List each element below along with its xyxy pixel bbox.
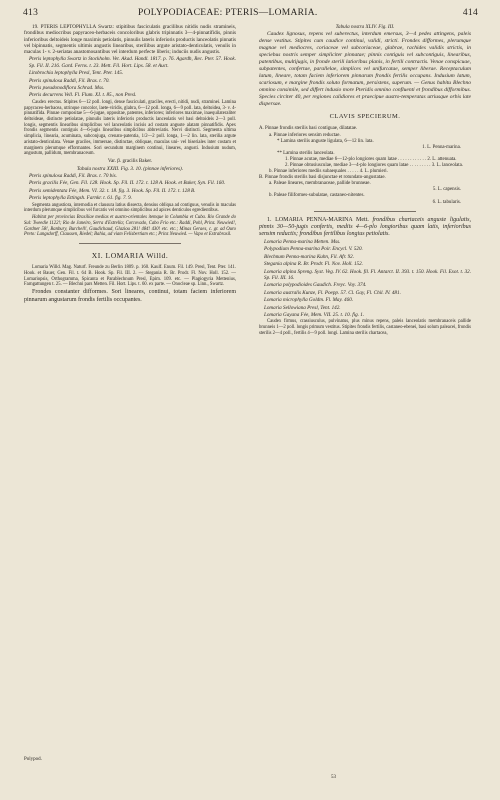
variety-title: Var. β. gracilis Baker.: [107, 158, 153, 165]
key-entry: b. Pinnae inferiores mediis subaequales . . . . . 4. L. plumieri.: [269, 169, 388, 175]
synonym-entry: Polypodium Penna-marina Poir. Encycl. V. 520.: [264, 246, 363, 253]
synonym-entry: Lomaria polypodioides Gaudich. Freyc. Voy. 374.: [264, 282, 367, 289]
synonym-entry: Pteris spinulosa Raddi, Fil. Bras. t. 70.: [29, 77, 110, 84]
key-entry: b. Paleae filiformes-subulatae, castaneo-nitentes.: [269, 193, 365, 199]
synonym-entry: Pteris spinulosa Raddi, Fil. Bras. t. 70 bis.: [29, 172, 117, 179]
key-entry: 2. Pinnae obtusiusculae, mediae 3—4-plo longiores quam latae . . . . . . . . . 3. L. lanceolata.: [285, 162, 464, 168]
synonym-entry: Pteris leptophylla Swartz in Stockholm. Vet. Akad. Handl. 1817. p. 76. Agardh, Rec. Pter. 57. Hook. Sp. Fil. II. 216. Gard. Ferns. t. 23. Mett. Fil. Hort. Lips. 58. et Auct.: [29, 56, 236, 69]
key-entry: 1. L. Penna-marina.: [422, 144, 461, 150]
section-divider: [79, 243, 181, 244]
variety-synonym-list: [24, 173, 236, 202]
key-entry: 6. L. tabularis.: [432, 199, 461, 205]
genus-title: XI. LOMARIA Willd.: [91, 251, 169, 261]
synonym-entry: Lomaria australis Kunze, Fl. Poepp. 57. Cl. Gay, Fl. Chil. IV. 481.: [264, 289, 401, 296]
key-entry: 1. Pinnae acutae, mediae 6—12-plo longiores quam latae . . . . . . . . . . . . 2. L. attenuata.: [285, 156, 457, 162]
synonym-entry: Lomaria Penna-marina Metten. Mss.: [264, 238, 341, 245]
synonym-entry: Lomaria Gayana Fée, Mem. VII. 25. t. 10. fig. 1.: [264, 312, 365, 318]
key-entry: ** Lamina sterilis lanceolata.: [277, 150, 335, 156]
genus-plate: Tabula nostra XLIV. Fig. III.: [335, 24, 395, 30]
genus-frondes: Frondes constanter difformes. Sori lineares, continui, totam faciem inferiorem pinnarum angustarum frondis fertilis occupantes.: [24, 289, 236, 303]
synonym-entry: Litobrochia leptophylla Presl, Tent. Pter. 145.: [29, 70, 124, 77]
synonym-entry: Pteris pseudonodiflora Schrad. Mss.: [29, 85, 105, 91]
clavis-title: CLAVIS SPECIERUM.: [329, 113, 401, 121]
key-to-species: [259, 126, 471, 205]
genus-references: Lomaria Willd. Mag. Naturf. Freunde zu Berlin 1809. p. 160. Kaulf. Enum. Fil. 149. Presl, Tent. Pter. 141. Hook. et Bauer, Gen. Fil. t. 64 B. Hook. Sp. Fil. III. 2. — Stegania R. Br. Prodr. Fl. Nov. Holl. 152. — Lomariopsis, Orthogramma, Spicanta et Parablechnum Presl, Epim. 109. etc. — Plagiogyria Mettenius, Farngattungen t. 25. — Blechni pars Metten. Fil. Hort. Lips. t. 60. ex parte. — Onocleae sp. Linn., Swartz.: [24, 265, 236, 288]
key-entry: 5. L. capensis.: [432, 187, 461, 193]
page-number-right: 414: [462, 8, 478, 18]
variety-description: Segmenta angustiora, internodia et clausura latius dissecta, densius obliqua ad contiguus, venulis in maculas interdum plerumque simplicibus vel furcatis vel omnino simplicibus ad apices denticulos egredientibus.: [24, 202, 236, 214]
key-entry: a. Paleae lineares, membranaceae, pallide brunneae.: [269, 181, 371, 187]
footer-signature: Polypod.: [24, 757, 42, 762]
synonym-entry: Blechnum Penna-marina Kuhn, Fil. Afr. 92.: [264, 253, 354, 260]
left-column: [24, 24, 236, 305]
right-column: [259, 24, 471, 338]
habitat-text: Habitat per provincias Brasiliae medias et austro-orientales itemque in Columbia et Cuba. Rio Grande do Sul: Tweedie 1122!; Rio de Janeiro, Serra d'Estrella; Corcovado, Cabo Frio etc.: Raddi, Pohl, Prinz. Neuwied!, Gardner 58!, Banbury, Burchell!, Gaudichaud, Glaziou 281! 484! 430! etc. etc.; Minas Geraes, c. gr. ad Ouro Preto: Langsdorff, Claussen, Riedel; Bahia, ad viam Felisbertiam etc.; Prinz Neuwied. — Vapo et Extrabrasil.: [24, 215, 236, 238]
synonym-entry: Pteris semidentata Fée, Mem. VI. 32. t. 18. fig. 3. Hook. Sp. Fil. II. 172. t. 128 B.: [29, 187, 196, 194]
key-entry: * Lamina sterilis angustе ligulata, 6—12 lin. lata.: [277, 138, 374, 144]
variety-plate: Tabula nostra XXIII. Fig. 3. 10. (pinnae inferiores).: [76, 165, 184, 172]
synonym-list: [24, 56, 236, 98]
synonym-entry: Pteris leptophylla Ettingsh. Farnkr. t. 61. fig. 7. 9.: [29, 195, 132, 202]
signature-mark: 53: [331, 775, 336, 780]
section-divider: [314, 211, 416, 212]
species-title: 1. LOMARIA PENNA-MARINA Mett.: [267, 216, 369, 223]
species-diagnosis: 19. PTERIS LEPTOPHYLLA Swartz: stipitibus fasciculatis gracilibus nitidis nudis stramineis, frondibus mediocribus papyraceo-herbaceis concoloribus glabris tripinnatis 3—4-pinnatifidis, pinnis inferioribus deltoideis longe maximis petiolatis, pinnulis lateris inferioris productis lanceolatis pinnatis vel bipinnatis, segmentis ultimis angustis linearibus, sterilibus argute aristato-denticulatis, venulis in maculas 1- v. 2-seriatas anastomosantibus vel interdum perfecte liberis; induciis nudis angustis.: [24, 24, 236, 55]
page-header: [23, 8, 478, 22]
key-entry: a. Pinnae inferiores sensim reductae.: [269, 132, 341, 138]
species-description: Caudex erectus. Stipites 6—12 poll. longi, dense fasciculati, graciles, erecti, nitidi, nudi, straminei. Lamina papyraceo-herbacea, utrinque concolor, laete-viridis, glabra, 6—12 poll. longa, 6—9 poll. lata, deltoidea, 3- v. 4-pinnatifida. Pinnae compositae 5—6-jugae, oppositae, patentes, inferiores; inferiores maximae, inaequilateraliter deltoideae, distincte petiolatae, pinnulis lateris inferioris productis lanceolatis vel basi deltoideis 2—3 poll. longis, segmentis linearibus simplicibus vel lanceolatis incisis ad costam angustе alatam pinnatifidis. Apex frondis segmentis contiguis 4—6-jugis linearibus simplicibus abbreviatis. Nervi distincti. Segmenta ultima simplicia, linearia, acuminata, subconjuga, crenato-patentia, 1/2—2 poll. longa, 1—2 lin. lata, sterilia argute aristato-denticulata. Venae graciles, immersae, distinctae, obliquae, maculas uni- vel biseriales inter costam et marginem plerumque efformantes. Sori secundum marginem continui, lineares, angusti. Indusium nudum, angustum, pallidum, membranaceum.: [24, 99, 236, 157]
synonym-entry: Pteris decurrens Vell. Fl. Flum. XI. t. 85., non Presl.: [29, 92, 137, 99]
species-diagnosis: frondibus chartaceis anguste ligulatis, pinnis 30—50-jugis confertis, mediis 4—6-plo longioribus quam latis, inferioribus sensim reductis; frondibus fertilibus longius petiolatis.: [259, 216, 471, 237]
species-description: Caudex firmus, crassiusculus, pulvinatus, plus minus repens, paleis lanceolatis membranaceis pallide brunneis 1—2 poll. longis primum vestitus. Stipites frondis fertilis, castaneo-ebenei, basi solum paleacei, frondis sterilis 2—4 poll., fertilis 4—9 poll. longi. Lamina sterilis chartacea,: [259, 319, 471, 336]
genus-description: Caudex lignosus, repens vel suberectus, interdum emersus, 3—4 pedes attingens, paleis dense vestitus. Stipites cum caudice continui, validi, stricti. Frondes difformes, plerumque magnae vel mediocres, coriaceae vel subcoriaceae, glabrae, rachides validis strictis, in speciebus nostris semper simpliciter pinnatae; pinnis contiguis vel subcontiguis, linearibus, patentibus, multijugis, in fronde sterili latioribus planis, in fertili contractis. Venae conspicuae, subpatentes, confertae, parallelae, simplices vel unifurcatae, semper liberae. Receptaculum latum, lineare, totam faciem inferiorem pinnarum frondis fertilis occupans. Indusium latum, scariosum, e margine frondis soluto formatum, persistens, superum. — Genus habitu Blechno omnino consimile, sed differt indusio more Pteridis omnino confluenti et frondibus difformibus. Species circiter 40, per regiones calidiores et praecipue austro-temperatas utriusque orbis late dispersae.: [259, 31, 471, 107]
synonym-entry: Lomaria alpina Spreng. Syst. Veg. IV. 62. Hook. fil. Fl. Antarct. II. 393. t. 150. Hook. Fil. Exot. t. 32. Sp. Fil. III. 16.: [264, 268, 471, 281]
synonym-entry: Pteris gracilis Fée, Gen. Fil. 128. Hook. Sp. Fil. II. 172. t. 128 A. Hook. et Baker, Syn. Fil. 160.: [29, 180, 226, 187]
key-entry: A. Pinnae frondis sterilis basi contiguae, dilatatae.: [259, 126, 358, 132]
synonym-list: [259, 239, 471, 318]
synonym-entry: Stegania alpina R. Br. Prodr. Fl. Nov. Holl. 152.: [264, 261, 363, 268]
page-number-left: 413: [23, 8, 39, 18]
key-entry: B. Pinnae frondis sterilis basi disjunctae et rotundato-angustatae.: [259, 175, 386, 181]
synonym-entry: Lomaria microphylla Goldm. Fl. May. 460.: [264, 297, 354, 304]
synonym-entry: Lomaria Sellowiana Presl, Tent. 142.: [264, 304, 341, 311]
running-title: POLYPODIACEAE: PTERIS—LOMARIA.: [138, 8, 318, 18]
